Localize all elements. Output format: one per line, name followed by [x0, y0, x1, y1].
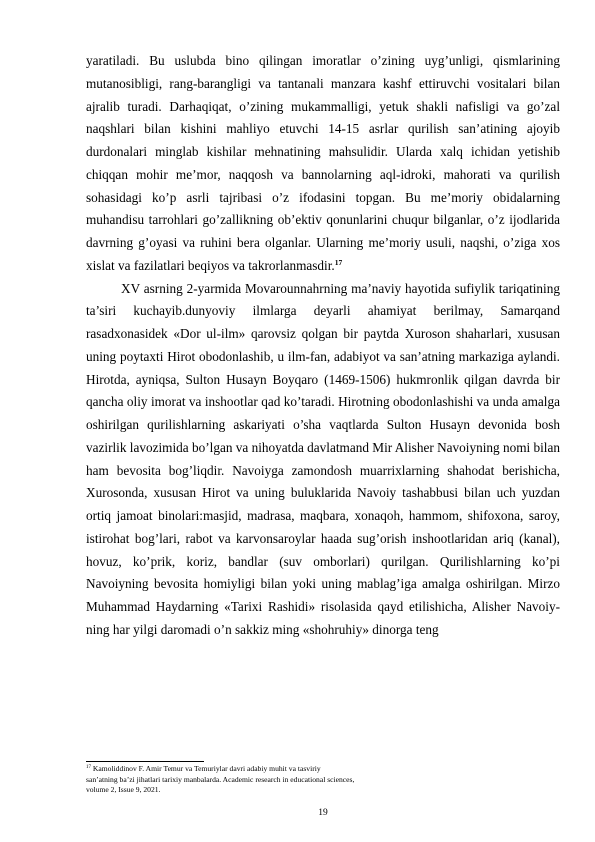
footnote [86, 764, 486, 796]
footnote-line-2: san’atning ba’zi jihatlari tarixiy manbalarda. Academic research in educational sciences, [86, 774, 355, 784]
footnote-number: 17 [86, 765, 91, 770]
paragraph-2 [86, 278, 560, 642]
footnote-reference[interactable]: 17 [334, 257, 343, 267]
paragraph-2-text: XV asrning 2-yarmida Movarounnahrning ma’naviy hayotida sufiylik tariqatining ta’siri kuchayib.dunyoviy ilmlarga deyarli ahamiyat berilmay, Samarqand rasadxonasidek «Dor ul-ilm» qarovsiz qolgan bir paytda Xuroson shaharlari, xususan uning poytaxti Hirot obodonlashib, u ilm-fan, adabiyot va san’atning markaziga aylandi. Hirotda, ayniqsa, Sulton Husayn Boyqaro (1469-1506) hukmronlik qilgan davrda bir qancha oliy imorat va inshootlar qad ko’taradi. Hirotning obodonlashishi va unda amalga oshirilgan qurilishlarning askariyati o’sha vaqtlarda Sulton Husayn devonida bosh vazirlik lavozimida bo’lgan va nihoyatda davlatmand Mir Alisher Navoiyning nomi bilan ham bevosita bog’liqdir. Navoiyga zamondosh muarrixlarning shahodat berishicha, Xurosonda, xususan Hirot va uning buluklarida Navoiy tashabbusi bilan uch yuzdan ortiq jamoat binolari:masjid, madrasa, maqbara, xonaqoh, hammom, shifoxona, saroy, istirohat bog’lari, rabot va karvonsaroylar haada sug’orish inshootlaridan ariq (kanal), hovuz, ko’prik, koriz, bandlar (suv omborlari) qurilgan. Qurilishlarning ko’pi Navoiyning bevosita homiyligi bilan yoki uning mablag’iga amalga oshirilgan. Mirzo Muhammad Haydarning «Tarixi Rashidi» risolasida qayd etilishicha, Alisher Navoiy-ning har yilgi daromadi o’n sakkiz ming «shohruhiy» dinorga teng [86, 280, 560, 637]
footnote-separator [86, 761, 204, 762]
footnote-line-3: volume 2, Issue 9, 2021. [86, 785, 161, 795]
footnote-line-1 [86, 764, 486, 775]
paragraph-1 [86, 50, 560, 278]
page-number: 19 [318, 808, 328, 818]
footnote-text-1: Kamoliddinov F. Amir Temur va Temuriylar davri adabiy muhit va tasviriy [92, 764, 321, 773]
body-text [86, 50, 560, 642]
paragraph-1-text: yaratiladi. Bu uslubda bino qilingan imoratlar o’zining uyg’unligi, qismlarining mutanosibligi, rang-barangligi va tantanali manzara kashf ettiruvchi vositalari bilan ajralib turadi. Darhaqiqat, o’zining mukammalligi, yetuk shakli nafisligi va go’zal naqshlari bilan kishini mahliyo etuvchi 14-15 asrlar qurilish san’atining ajoyib durdonalari minglab kishilar mehnatining mahsulidir. Ularda xalq ichidan yetishib chiqqan mohir me’mor, naqqosh va bannolarning aql-idroki, mahorati va qurilish sohasidagi ko’p asrli tajribasi o’z ifodasini topgan. Bu me’moriy obidalarning muhandisu tarrohlari go’zallikning ob’ektiv qonunlarini chuqur bilganlar, o’z ijodlarida davrning g’oyasi va ruhini bera olganlar. Ularning me’moriy usuli, naqshi, o’ziga xos xislat va fazilatlari beqiyos va takrorlanmasdir. [86, 53, 560, 273]
